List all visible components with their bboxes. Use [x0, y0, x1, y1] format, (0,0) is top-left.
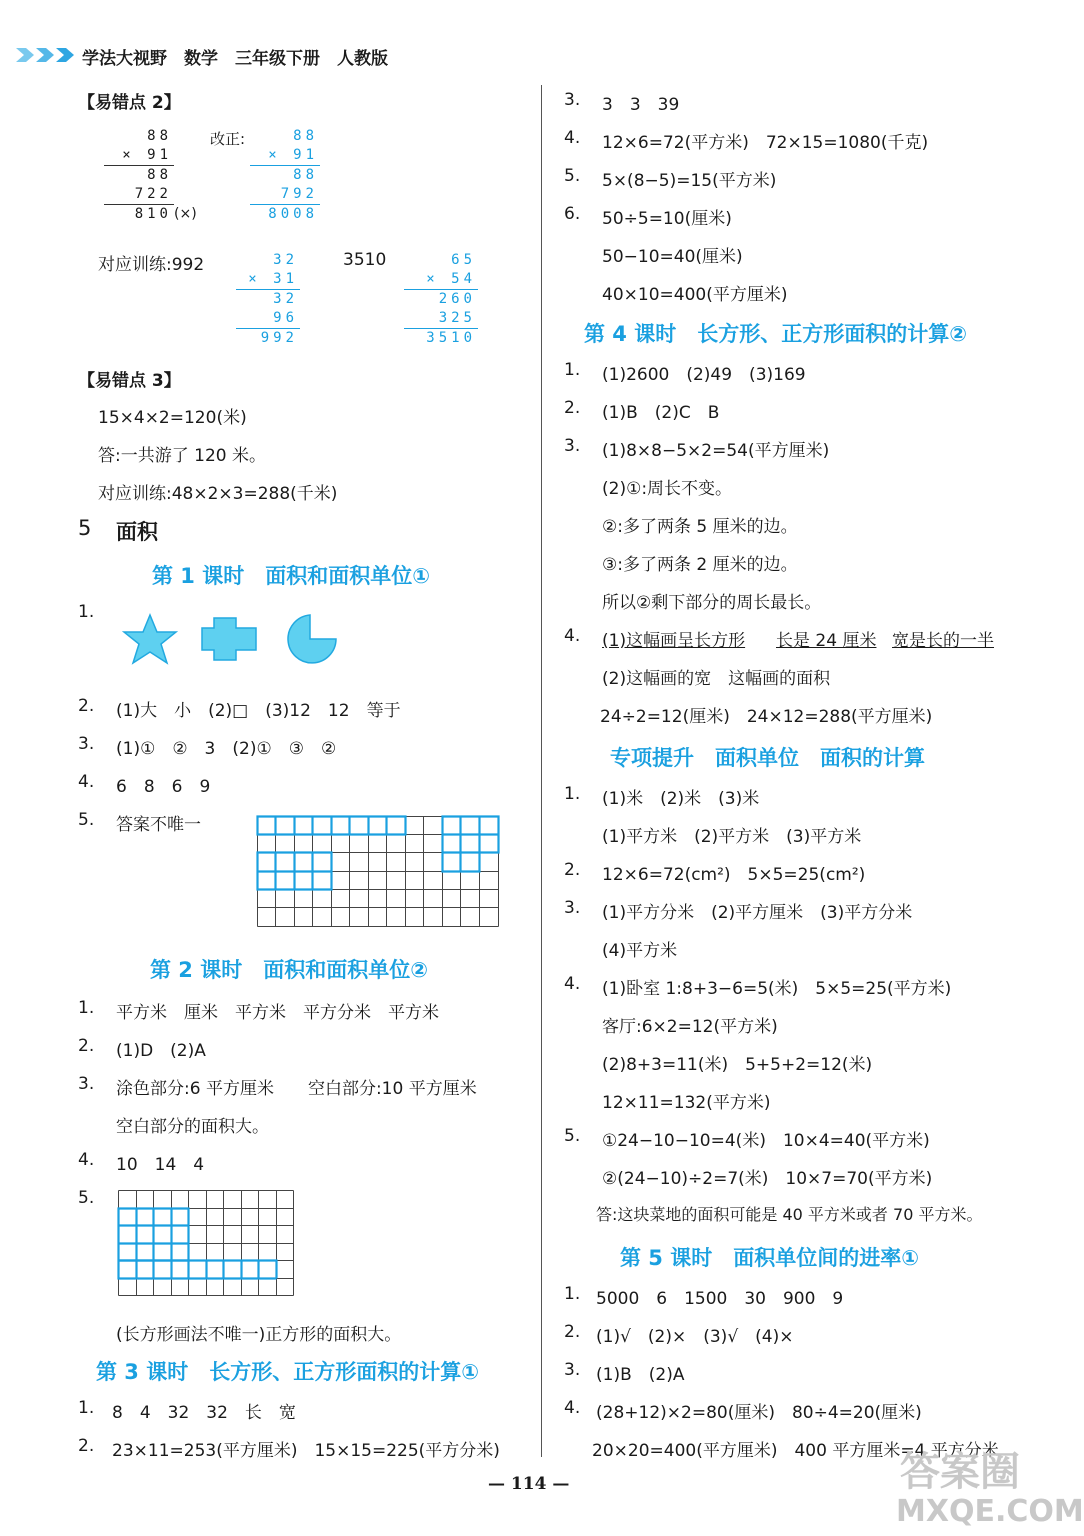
item-text: (1)平方米 (2)平方米 (3)平方米 — [602, 827, 862, 847]
item-text: (1)2600 (2)49 (3)169 — [602, 365, 806, 385]
item-text: ①24−10−10=4(米) 10×4=40(平方米) — [602, 1131, 930, 1151]
item-text: 涂色部分:6 平方厘米 空白部分:10 平方厘米 — [116, 1079, 477, 1099]
page-number: — 114 — — [488, 1474, 570, 1494]
header-title: 学法大视野 数学 三年级下册 人教版 — [82, 49, 388, 69]
err3-line: 对应训练:48×2×3=288(千米) — [98, 484, 338, 504]
pie-shape — [288, 615, 336, 663]
item-number: 5. — [78, 810, 95, 830]
item-text: 平方米 厘米 平方米 平方分米 平方米 — [116, 1003, 439, 1023]
underlined-answer: (1)这幅画呈长方形 — [602, 631, 746, 651]
lesson-1-title: 第 1 课时 面积和面积单位① — [152, 564, 431, 588]
lesson-3-title: 第 3 课时 长方形、正方形面积的计算① — [96, 1360, 480, 1384]
item-text: (1)① ② 3 (2)① ③ ② — [116, 739, 337, 759]
header-arrows — [14, 44, 78, 70]
item-text: ②:多了两条 5 厘米的边。 — [602, 517, 798, 537]
item-text: (4)平方米 — [602, 941, 678, 961]
item-number: 2. — [78, 1436, 95, 1456]
item-number: 2. — [78, 1036, 95, 1056]
item-text: (28+12)×2=80(厘米) 80÷4=20(厘米) — [596, 1403, 922, 1423]
item-number: 1. — [78, 602, 95, 622]
item-number: 5. — [564, 166, 581, 186]
item-number: 4. — [564, 128, 581, 148]
item-text: (1)D (2)A — [116, 1041, 206, 1061]
column-divider — [541, 85, 542, 1457]
item-text: (2)8+3=11(米) 5+5+2=12(米) — [602, 1055, 873, 1075]
item-text: (1)平方分米 (2)平方厘米 (3)平方分米 — [602, 903, 913, 923]
item-text: (1)米 (2)米 (3)米 — [602, 789, 760, 809]
item-text: 6 8 6 9 — [116, 777, 211, 797]
watermark-line1: 答案圈 — [900, 1449, 1020, 1495]
grid-figure-2 — [118, 1190, 296, 1302]
item-text: 客厅:6×2=12(平方米) — [602, 1017, 778, 1037]
item-text: 3 3 39 — [602, 95, 680, 115]
item-number: 2. — [564, 1322, 581, 1342]
item-number: 1. — [564, 1284, 581, 1304]
item-number: 3. — [564, 898, 581, 918]
err3-line: 15×4×2=120(米) — [98, 408, 247, 428]
item-text: (1)√ (2)× (3)√ (4)× — [596, 1327, 794, 1347]
item-number: 4. — [564, 1398, 581, 1418]
item-number: 3. — [564, 90, 581, 110]
item-number: 4. — [78, 772, 95, 792]
item-number: 2. — [78, 696, 95, 716]
watermark-line2: MXQE.COM — [896, 1494, 1084, 1529]
item-text: 所以②剩下部分的周长最长。 — [602, 593, 822, 613]
item-text: 12×11=132(平方米) — [602, 1093, 771, 1113]
item-number: 3. — [78, 1074, 95, 1094]
item-text: 8 4 32 32 长 宽 — [112, 1403, 296, 1423]
item-text: 24÷2=12(厘米) 24×12=288(平方厘米) — [600, 707, 933, 727]
wrong-mark: (×) — [174, 206, 197, 222]
item-text: 10 14 4 — [116, 1155, 205, 1175]
item-number: 1. — [78, 1398, 95, 1418]
item-text: 12×6=72(cm²) 5×5=25(cm²) — [602, 865, 866, 885]
item-text: 20×20=400(平方厘米) 400 平方厘米=4 平方分米 — [592, 1441, 999, 1461]
item-text: (2)这幅画的宽 这幅画的面积 — [602, 669, 831, 689]
star-shape — [124, 615, 176, 663]
error-point-3-label: 【易错点 3】 — [78, 371, 181, 391]
item-text: 5000 6 1500 30 900 9 — [596, 1289, 844, 1309]
item-text: 23×11=253(平方厘米) 15×15=225(平方分米) — [112, 1441, 500, 1461]
item-text: 50−10=40(厘米) — [602, 247, 743, 267]
item-text: (1)大 小 (2)□ (3)12 12 等于 — [116, 701, 401, 721]
lesson-5-title: 第 5 课时 面积单位间的进率① — [620, 1246, 920, 1270]
item-text: 5×(8−5)=15(平方米) — [602, 171, 777, 191]
err3-line: 答:一共游了 120 米。 — [98, 446, 266, 466]
item-text: (1)卧室 1:8+3−6=5(米) 5×5=25(平方米) — [602, 979, 952, 999]
item-number: 6. — [564, 204, 581, 224]
grid-figure-1 — [257, 816, 500, 932]
underlined-answer: 宽是长的一半 — [892, 631, 994, 651]
item-number: 4. — [78, 1150, 95, 1170]
item-text: 12×6=72(平方米) 72×15=1080(千克) — [602, 133, 929, 153]
item-number: 3. — [78, 734, 95, 754]
practice-answer-b: 3510 — [343, 250, 387, 270]
chapter-title: 面积 — [116, 520, 158, 544]
correction-label: 改正: — [210, 130, 246, 148]
error-point-2-label: 【易错点 2】 — [78, 93, 181, 113]
item-text: (1)8×8−5×2=54(平方厘米) — [602, 441, 830, 461]
item-number: 2. — [564, 398, 581, 418]
item-text: (1)B (2)A — [596, 1365, 685, 1385]
item-number: 4. — [564, 974, 581, 994]
item-text: ③:多了两条 2 厘米的边。 — [602, 555, 798, 575]
chapter-number: 5 — [78, 516, 92, 540]
item-number: 1. — [78, 998, 95, 1018]
item-text: 答案不唯一 — [116, 815, 201, 835]
item-number: 1. — [564, 784, 581, 804]
lesson-4-title: 第 4 课时 长方形、正方形面积的计算② — [584, 322, 968, 346]
lesson-2-note: (长方形画法不唯一)正方形的面积大。 — [116, 1325, 402, 1345]
shapes-figure — [118, 612, 348, 672]
item-text: (1)B (2)C B — [602, 403, 720, 423]
lesson-2-title: 第 2 课时 面积和面积单位② — [150, 958, 429, 982]
item-text: ②(24−10)÷2=7(米) 10×7=70(平方米) — [602, 1169, 933, 1189]
cross-shape — [202, 618, 256, 660]
item-text: 答:这块菜地的面积可能是 40 平方米或者 70 平方米。 — [596, 1205, 983, 1224]
practice-label: 对应训练:992 — [98, 255, 205, 275]
item-text: 50÷5=10(厘米) — [602, 209, 732, 229]
item-number: 2. — [564, 860, 581, 880]
item-number: 4. — [564, 626, 581, 646]
underlined-answer: 长是 24 厘米 — [776, 631, 877, 651]
item-text: 40×10=400(平方厘米) — [602, 285, 788, 305]
special-title: 专项提升 面积单位 面积的计算 — [610, 746, 925, 770]
item-text: 空白部分的面积大。 — [116, 1117, 269, 1137]
item-text: (2)①:周长不变。 — [602, 479, 733, 499]
item-number: 3. — [564, 1360, 581, 1380]
item-number: 1. — [564, 360, 581, 380]
item-number: 5. — [78, 1188, 95, 1208]
item-number: 3. — [564, 436, 581, 456]
item-number: 5. — [564, 1126, 581, 1146]
